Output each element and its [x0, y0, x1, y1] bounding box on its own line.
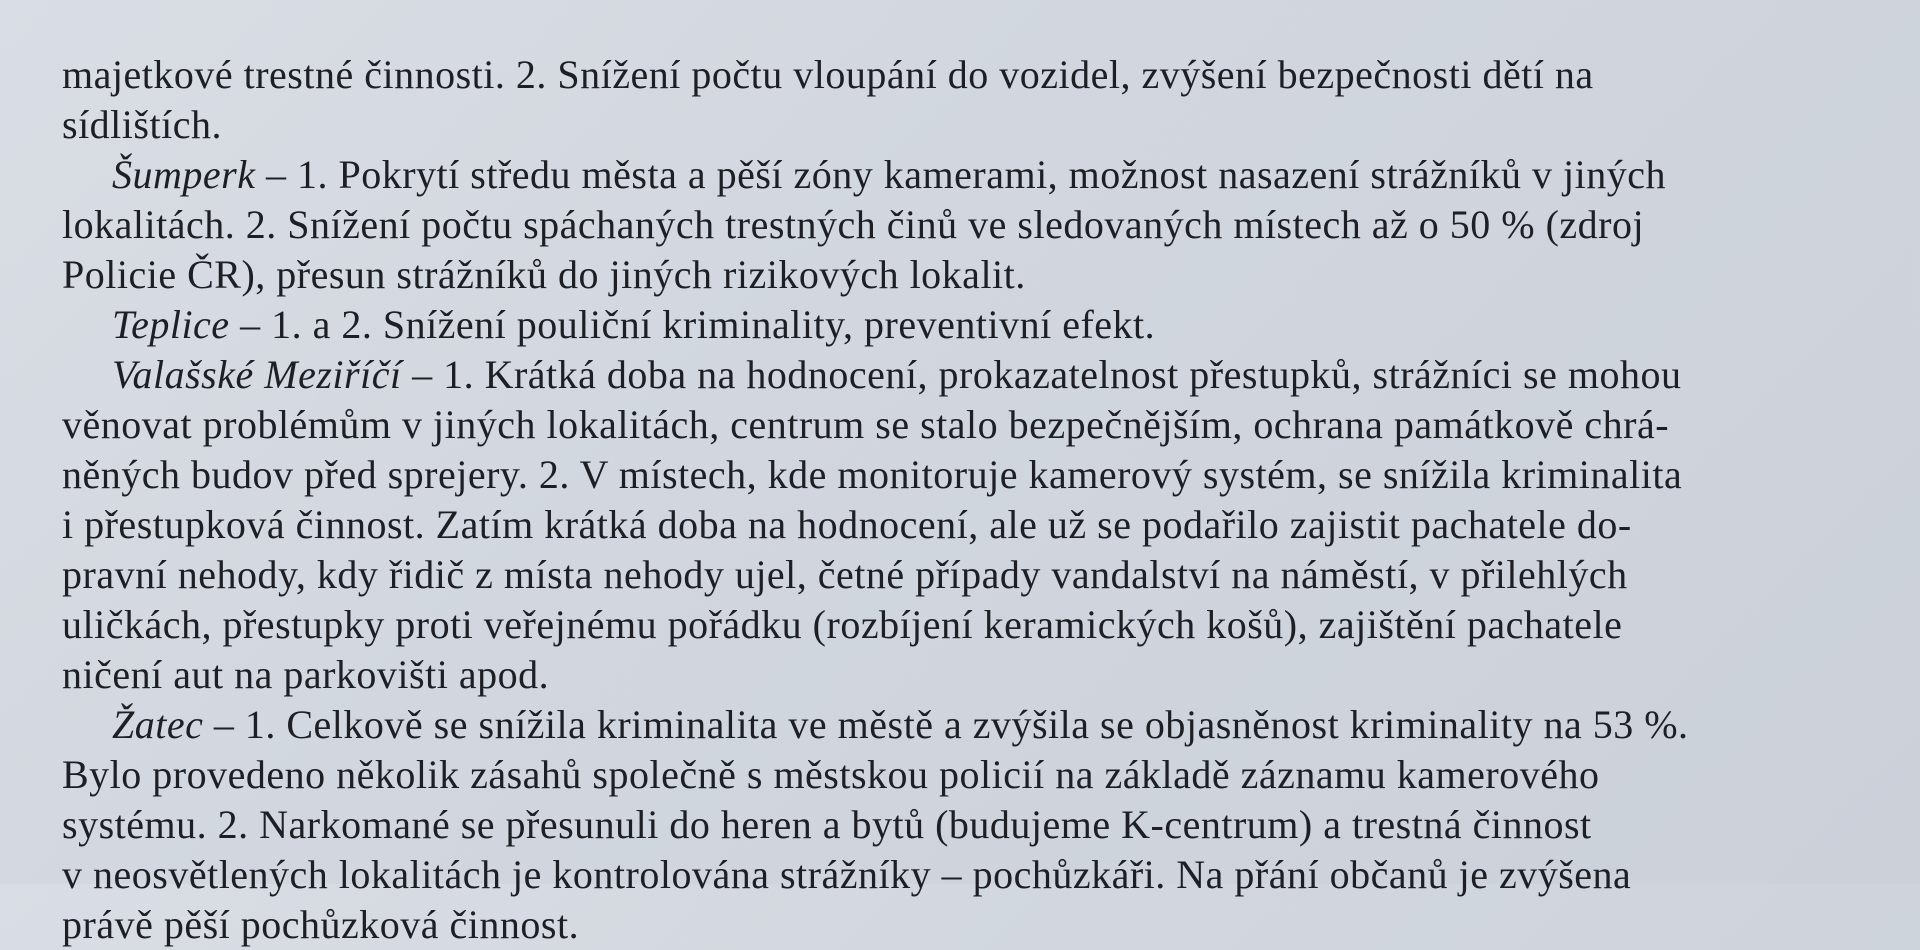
- text-line: uličkách, přestupky proti veřejnému pořádku (rozbíjení keramických košů), zajištění pachatele: [62, 602, 1623, 647]
- paragraph-first-line: [62, 700, 1842, 750]
- paragraph-first-line: [62, 350, 1842, 400]
- text-run: – 1. Celkově se snížila kriminalita ve městě a zvýšila se objasněnost kriminality na 53 %.: [203, 702, 1689, 747]
- text-run: – 1. Krátká doba na hodnocení, prokazatelnost přestupků, strážníci se mohou: [401, 352, 1682, 397]
- text-line: právě pěší pochůzková činnost.: [62, 902, 580, 947]
- text-line: v neosvětlených lokalitách je kontrolována strážníky – pochůzkáři. Na přání občanů je zvýšena: [62, 852, 1632, 897]
- place-name: Šumperk: [112, 152, 256, 197]
- paragraph-first-line: [62, 150, 1842, 200]
- text-line: lokalitách. 2. Snížení počtu spáchaných trestných činů ve sledovaných místech až o 50 % (zdroj: [62, 202, 1645, 247]
- text-line: i přestupková činnost. Zatím krátká doba na hodnocení, ale už se podařilo zajistit pachatele do-: [62, 502, 1632, 547]
- text-line: Policie ČR), přesun strážníků do jiných rizikových lokalit.: [62, 252, 1026, 297]
- text-run: – 1. a 2. Snížení pouliční kriminality, preventivní efekt.: [229, 302, 1156, 347]
- place-name: Valašské Meziříčí: [112, 352, 402, 397]
- text-run: – 1. Pokrytí středu města a pěší zóny kamerami, možnost nasazení strážníků v jiných: [255, 152, 1667, 197]
- text-line: ničení aut na parkovišti apod.: [62, 652, 550, 697]
- paragraph-first-line: [62, 300, 1842, 350]
- text-line: něných budov před sprejery. 2. V místech, kde monitoruje kamerový systém, se snížila kriminalita: [62, 452, 1683, 497]
- text-line: pravní nehody, kdy řidič z místa nehody ujel, četné případy vandalství na náměstí, v přilehlých: [62, 552, 1628, 597]
- document-page: [62, 50, 1842, 950]
- text-line: věnovat problémům v jiných lokalitách, centrum se stalo bezpečnějším, ochrana památkově chrá-: [62, 402, 1670, 447]
- place-name: Teplice: [112, 302, 230, 347]
- text-line: systému. 2. Narkomané se přesunuli do heren a bytů (budujeme K-centrum) a trestná činnost: [62, 802, 1592, 847]
- text-line: majetkové trestné činnosti. 2. Snížení počtu vloupání do vozidel, zvýšení bezpečnosti dětí na: [62, 52, 1594, 97]
- place-name: Žatec: [112, 702, 204, 747]
- text-line: sídlištích.: [62, 102, 222, 147]
- text-line: Bylo provedeno několik zásahů společně s městskou policií na základě záznamu kamerového: [62, 752, 1600, 797]
